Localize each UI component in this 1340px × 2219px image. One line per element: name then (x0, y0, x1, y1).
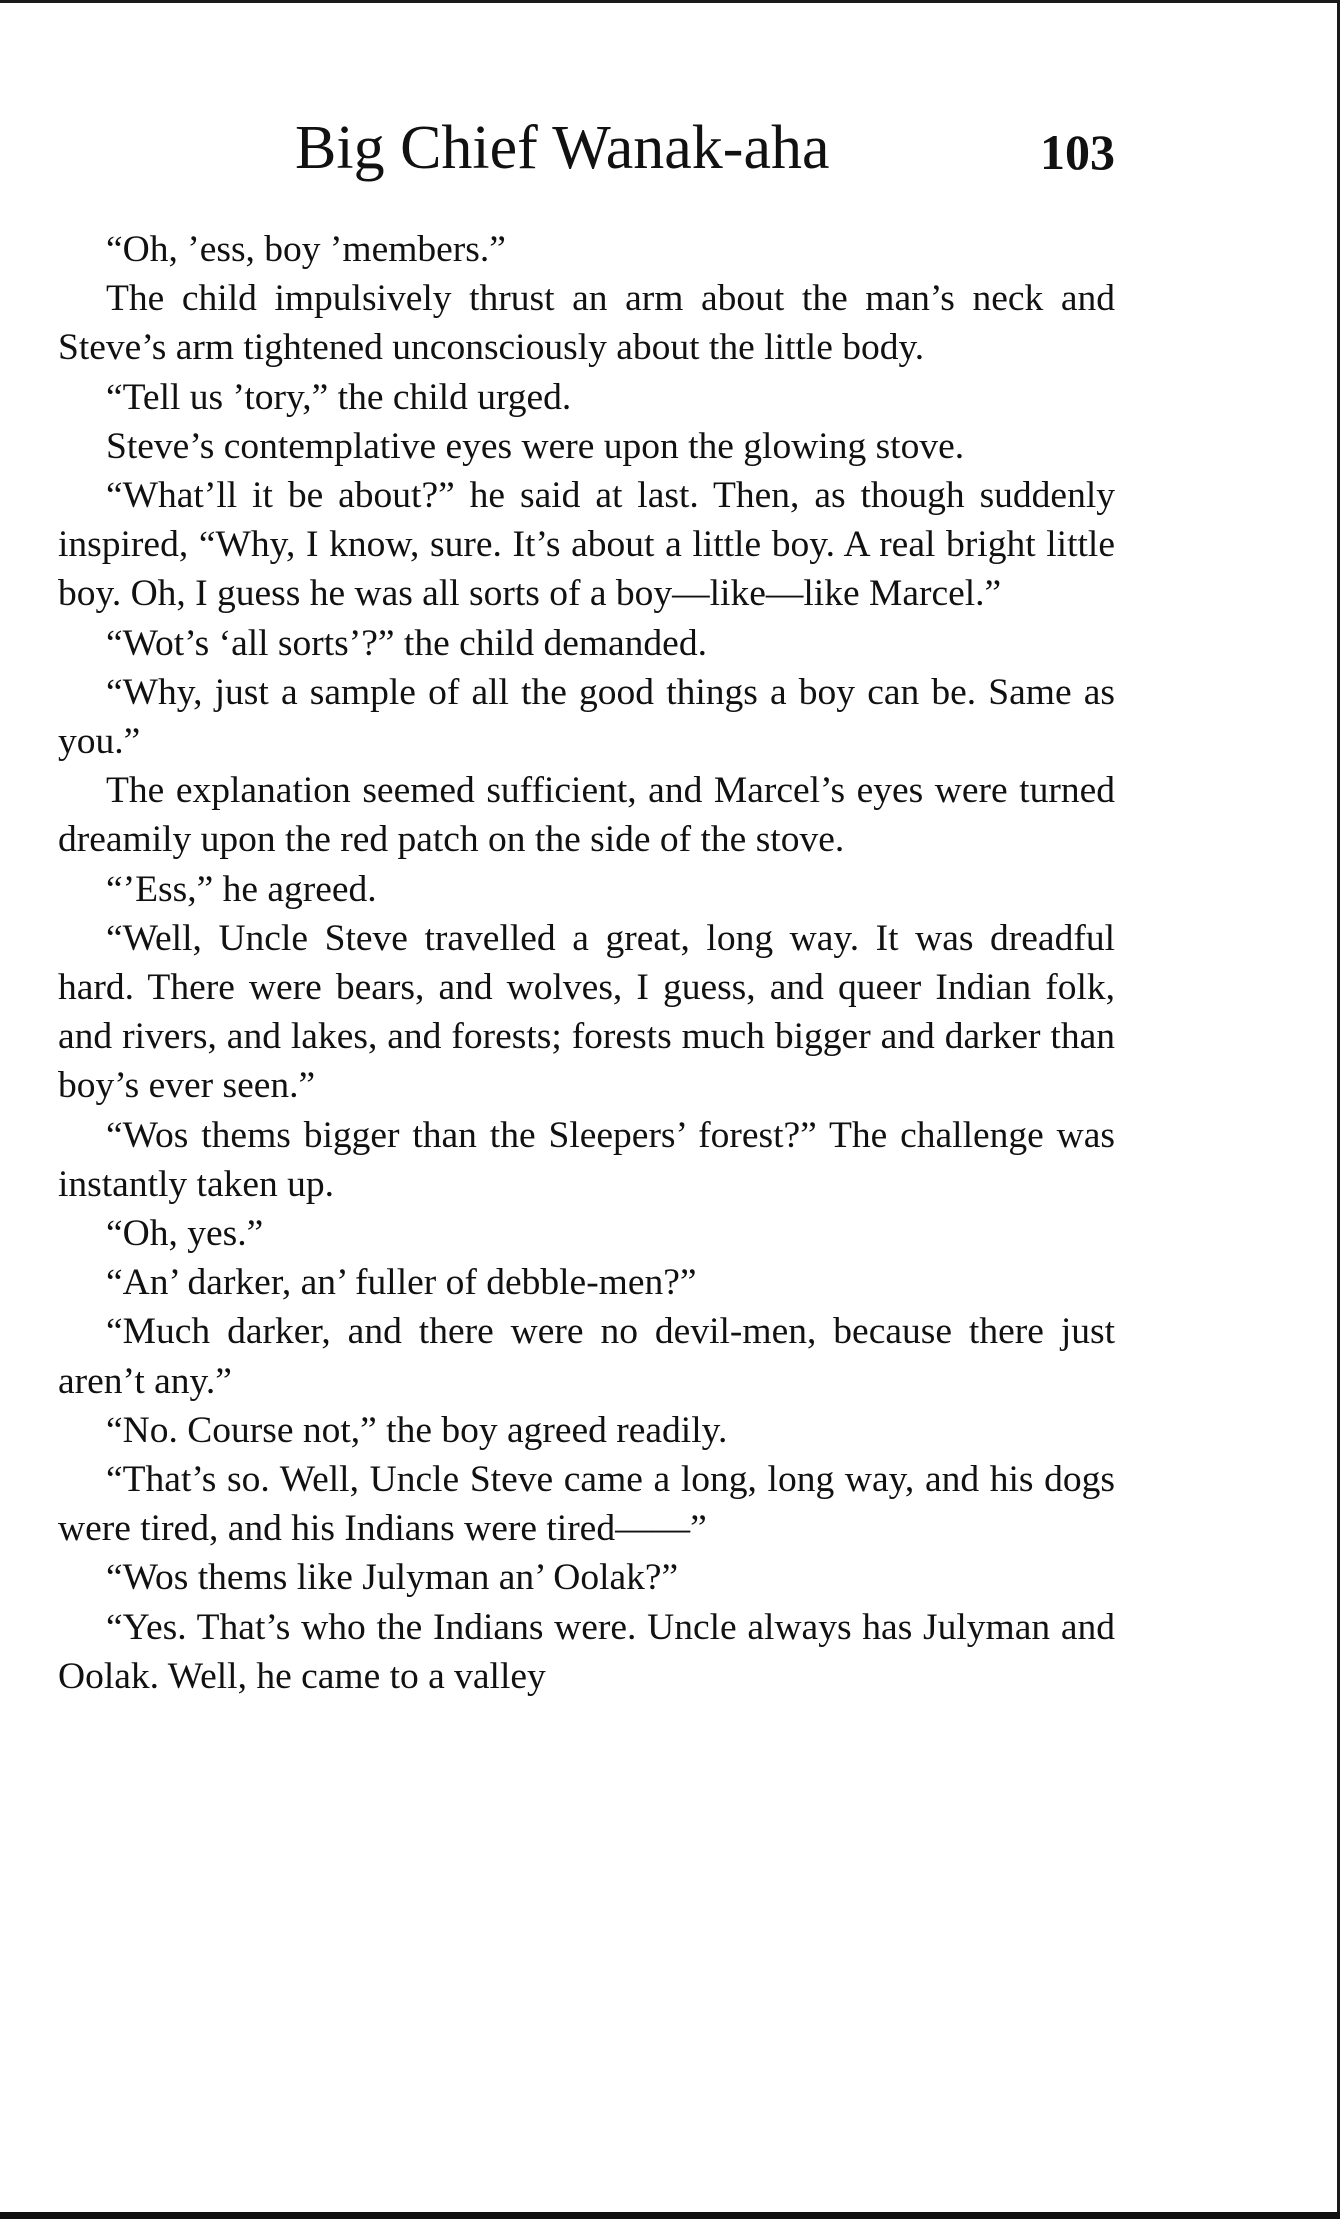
paragraph: “Yes. That’s who the Indians were. Uncle always has Julyman and Oolak. Well, he came to a valley (58, 1606, 1115, 1697)
paragraph: “An’ darker, an’ fuller of debble-men?” (106, 1262, 697, 1304)
paragraph: The child impulsively thrust an arm about the man’s neck and Steve’s arm tightened unconsciously about the little body. (58, 278, 1115, 369)
paragraph: Steve’s contemplative eyes were upon the glowing stove. (106, 425, 965, 467)
paragraph: “What’ll it be about?” he said at last. Then, as though suddenly inspired, “Why, I know, sure. It’s about a little boy. A real bright little boy. Oh, I guess he was all sorts of a boy—like—like Marcel.” (58, 475, 1115, 615)
paragraph: “Tell us ’tory,” the child urged. (106, 376, 572, 418)
running-title: Big Chief Wanak-aha (295, 114, 830, 182)
page-bottom-edge (0, 2212, 1340, 2219)
page-top-edge (0, 0, 1340, 3)
paragraph: The explanation seemed sufficient, and Marcel’s eyes were turned dreamily upon the red patch on the side of the stove. (58, 770, 1115, 861)
page-number: 103 (1040, 124, 1115, 180)
paragraph: “’Ess,” he agreed. (106, 868, 377, 910)
paragraph: “No. Course not,” the boy agreed readily. (106, 1409, 728, 1451)
paragraph: “Oh, yes.” (106, 1213, 264, 1255)
body-text (58, 225, 1115, 1701)
paragraph: “Wot’s ‘all sorts’?” the child demanded. (106, 622, 707, 664)
paragraph: “Wos thems like Julyman an’ Oolak?” (106, 1557, 679, 1599)
page-header (0, 108, 1340, 188)
paragraph: “Well, Uncle Steve travelled a great, long way. It was dreadful hard. There were bears, and wolves, I guess, and queer Indian folk, and rivers, and lakes, and forests; forests much bigger and darker than boy’s ever seen.” (58, 917, 1115, 1107)
paragraph: “Oh, ’ess, boy ’members.” (106, 229, 506, 270)
paragraph: “Much darker, and there were no devil-men, because there just aren’t any.” (58, 1311, 1115, 1402)
paragraph: “That’s so. Well, Uncle Steve came a long, long way, and his dogs were tired, and his Indians were tired——” (58, 1459, 1115, 1550)
paragraph: “Wos thems bigger than the Sleepers’ forest?” The challenge was instantly taken up. (58, 1114, 1115, 1205)
paragraph: “Why, just a sample of all the good things a boy can be. Same as you.” (58, 671, 1115, 763)
